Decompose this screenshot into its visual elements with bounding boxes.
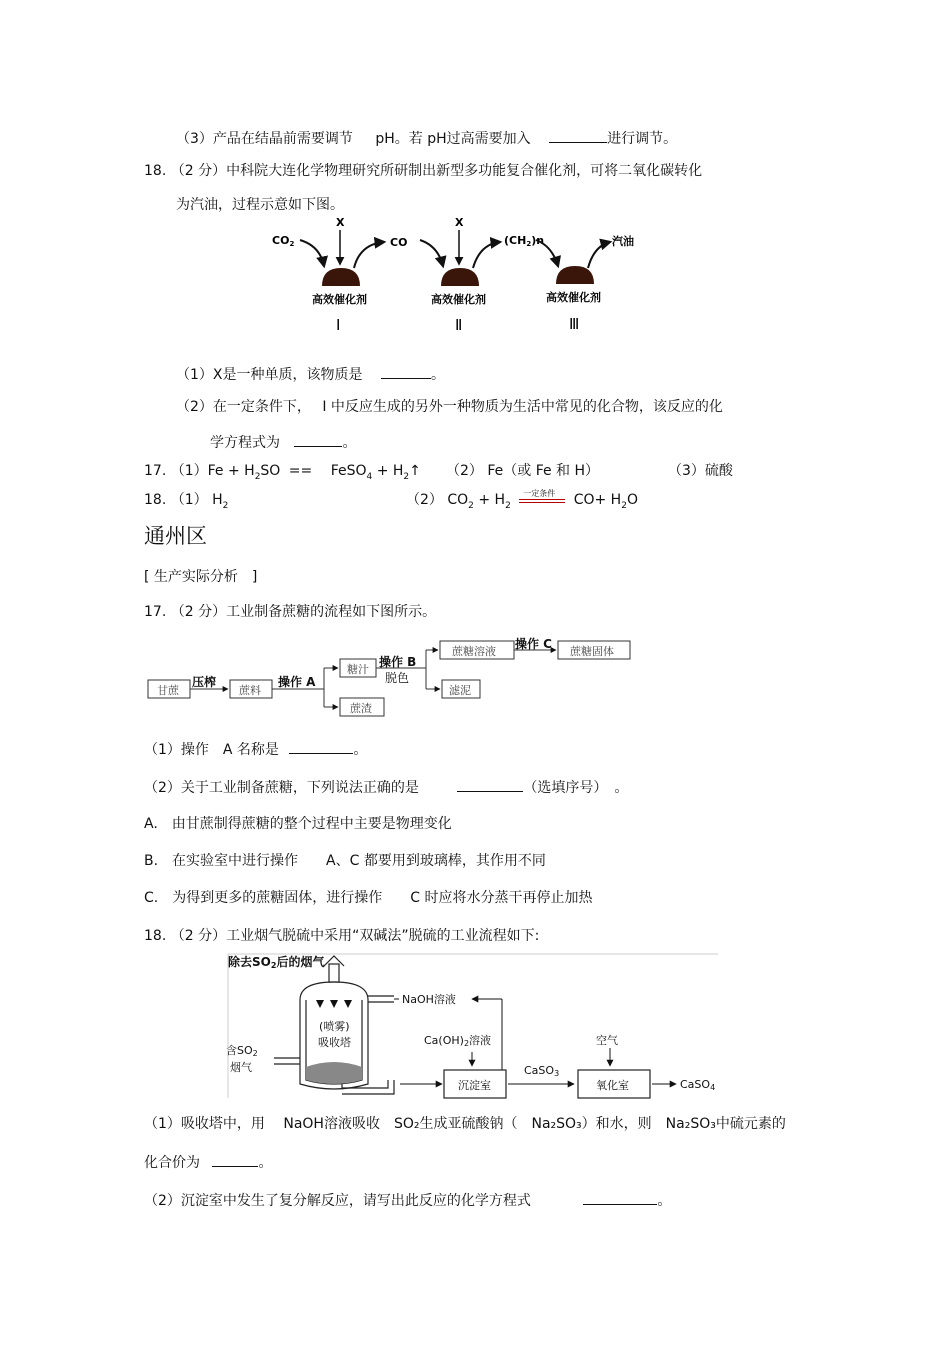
section-title: 通州区	[144, 524, 207, 548]
co2-label: CO2	[272, 234, 295, 248]
answer-blank[interactable]	[583, 1190, 657, 1205]
q17-sub2	[144, 777, 628, 797]
catalyst-1-icon	[322, 268, 360, 286]
q17-stem: 17. （2 分）工业制备蔗糖的流程如下图所示。	[144, 604, 437, 620]
catalyst-process-diagram	[260, 212, 660, 337]
q18-prev-stem-line2: 为汽油，过程示意如下图。	[176, 197, 344, 213]
flow-opA: 操作 A	[278, 675, 316, 689]
q17-sub1-post: 。	[353, 742, 368, 758]
sugar-flow-diagram	[144, 636, 634, 720]
q17-sub2-post: （选填序号） 。	[523, 780, 629, 796]
answer-blank[interactable]	[381, 364, 431, 379]
q18-sub1-line1: （1）吸收塔中，用 NaOH溶液吸收 SO₂生成亚硫酸钠（ Na₂SO₃）和水，则 Na₂SO₃中硫元素的	[144, 1116, 786, 1132]
q18-sub2-pre: （2）沉淀室中发生了复分解反应，请写出此反应的化学方程式	[144, 1193, 531, 1209]
naoh-label: NaOH溶液	[402, 993, 456, 1006]
q18-prev-sub1-pre: （1）X是一种单质，该物质是	[176, 367, 363, 383]
settle-room-label: 沉淀室	[458, 1079, 491, 1092]
q17-prev-sub3-pre: （3）产品在结晶前需要调节	[176, 131, 353, 147]
x-label-2: X	[455, 216, 464, 229]
answer-blank[interactable]	[294, 432, 342, 447]
flow-solution: 蔗糖溶液	[452, 645, 496, 658]
q18-prev-sub2-line2	[210, 432, 356, 452]
flow-solid: 蔗糖固体	[570, 645, 614, 658]
desulfurization-flow-diagram	[224, 952, 724, 1102]
x-label-1: X	[336, 216, 345, 229]
section-tag: [ 生产实际分析 ]	[144, 569, 258, 585]
inlet-label-1: 含SO2	[226, 1044, 258, 1058]
q18-sub1-line2	[144, 1152, 272, 1172]
q17-sub1	[144, 739, 367, 759]
stage-2-label: Ⅱ	[455, 316, 463, 334]
stage-3-label: Ⅲ	[569, 315, 580, 333]
q18-sub2	[144, 1190, 671, 1210]
stage-1-label: Ⅰ	[336, 316, 341, 334]
caso3-label: CaSO3	[524, 1064, 560, 1078]
q17-option-c: C. 为得到更多的蔗糖固体，进行操作 C 时应将水分蒸干再停止加热	[144, 890, 593, 906]
q18-prev-sub2-post: 。	[342, 435, 357, 451]
condition-arrow: 一定条件	[519, 493, 565, 507]
answer-blank[interactable]	[457, 777, 523, 792]
exhaust-label: 除去SO2后的烟气	[228, 955, 325, 970]
q17-sub2-pre: （2）关于工业制备蔗糖，下列说法正确的是	[144, 780, 419, 796]
answer-18-1: 18. （1） $H_2$	[144, 492, 229, 511]
flow-juice: 糖汁	[347, 663, 369, 676]
flow-decolor: 脱色	[385, 671, 410, 685]
co-label: CO	[390, 236, 408, 249]
tower-label: 吸收塔	[318, 1036, 351, 1049]
q18-sub1-pre: 化合价为	[144, 1155, 200, 1171]
answer-17-1: 17. $(1)Fe + H_2SO$ == FeSO$_4$ + $H_2↑$	[144, 463, 421, 482]
answer-18-2: （2） $CO_2 + H_2$ 一定条件 $CO+ H_2O$	[406, 489, 638, 511]
flow-mud: 滤泥	[449, 684, 471, 697]
flow-residue: 蔗渣	[350, 702, 372, 715]
q17-option-a: A. 由甘蔗制得蔗糖的整个过程中主要是物理变化	[144, 816, 452, 832]
catalyst-2-label: 高效催化剂	[431, 293, 486, 306]
q18-prev-sub1	[176, 364, 445, 384]
answer-17-2: （2） Fe（或 Fe 和 H）	[446, 463, 600, 479]
flow-opB: 操作 B	[379, 655, 417, 669]
q17-prev-sub3-ph: pH。若 pH过高需要加入	[375, 131, 531, 147]
catalyst-2-icon	[441, 268, 479, 286]
flow-sugarcane: 甘蔗	[157, 684, 179, 697]
answer-blank[interactable]	[212, 1152, 258, 1167]
caso4-label: CaSO4	[680, 1078, 716, 1092]
caoh2-label: Ca(OH)2溶液	[424, 1034, 492, 1048]
q18-prev-sub2-line1: （2）在一定条件下， I 中反应生成的另外一种物质为生活中常见的化合物，该反应的化	[176, 399, 723, 415]
catalyst-3-icon	[556, 266, 594, 284]
q18-prev-stem-line1: 18. （2 分）中科院大连化学物理研究所研制出新型多功能复合催化剂，可将二氧化碳转化	[144, 163, 703, 179]
flow-opC: 操作 C	[515, 637, 552, 651]
catalyst-3-label: 高效催化剂	[546, 291, 601, 304]
oxidation-room-label: 氧化室	[596, 1079, 629, 1092]
flow-pulp: 蔗料	[239, 684, 261, 697]
q18-sub2-post: 。	[657, 1193, 672, 1209]
answer-blank[interactable]	[549, 128, 607, 143]
q18-sub1-post: 。	[258, 1155, 273, 1171]
spray-label: (喷雾)	[319, 1020, 350, 1033]
gasoline-label: 汽油	[612, 235, 634, 248]
answer-blank[interactable]	[289, 739, 353, 754]
answer-17-3: （3）硫酸	[668, 463, 733, 479]
ch2n-label: (CH2)n	[504, 234, 545, 248]
flow-press: 压榨	[192, 675, 217, 689]
q17-prev-sub3	[176, 128, 677, 148]
q18-prev-sub2-pre: 学方程式为	[210, 435, 280, 451]
q17-sub1-pre: （1）操作 A 名称是	[144, 742, 279, 758]
catalyst-1-label: 高效催化剂	[312, 293, 367, 306]
q17-prev-sub3-post: 进行调节。	[607, 131, 678, 147]
q18-stem: 18. （2 分）工业烟气脱硫中采用“双碱法”脱硫的工业流程如下:	[144, 928, 540, 944]
inlet-label-2: 烟气	[230, 1061, 252, 1074]
air-label: 空气	[596, 1034, 618, 1047]
q18-prev-sub1-post: 。	[430, 367, 445, 383]
q17-option-b: B. 在实验室中进行操作 A、C 都要用到玻璃棒，其作用不同	[144, 853, 546, 869]
